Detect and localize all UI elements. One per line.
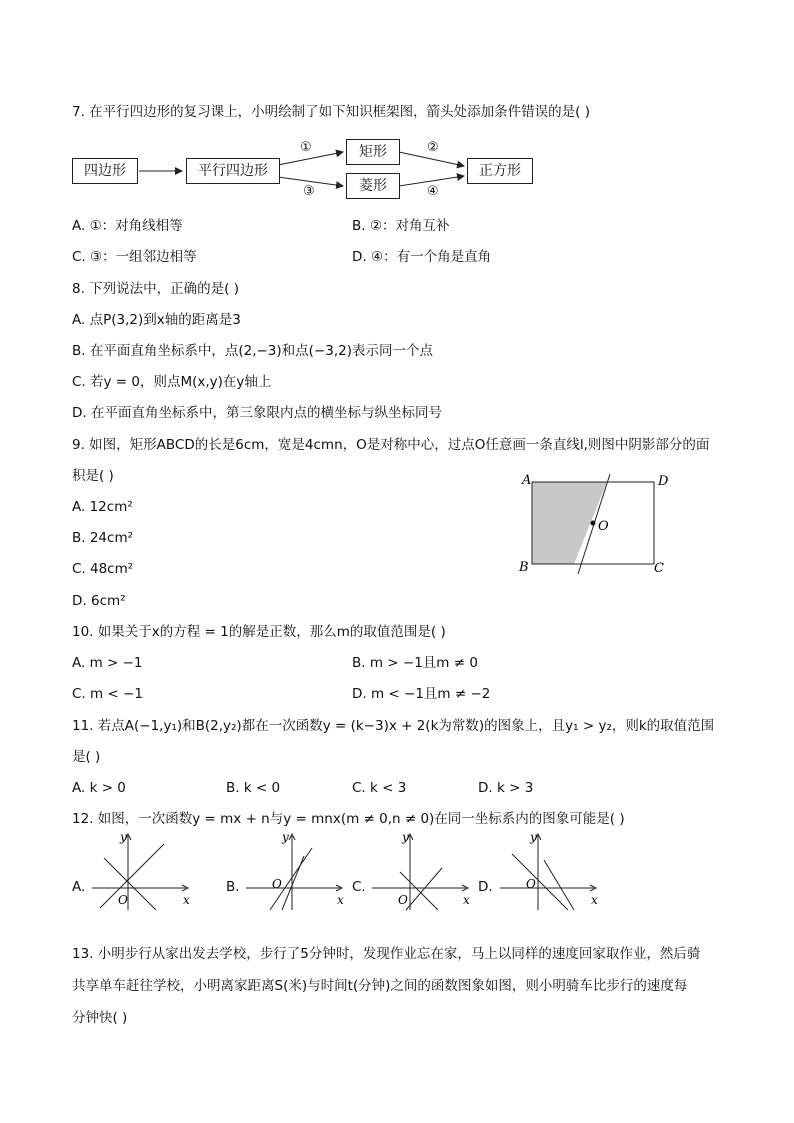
q7-option-a: A. ①：对角线相等 xyxy=(72,218,183,234)
x-label: x xyxy=(463,893,470,907)
q10-option-b: B. m > −1且m ≠ 0 xyxy=(352,655,478,671)
label-circle-2: ② xyxy=(427,140,439,155)
q7-option-b: B. ②：对角互补 xyxy=(352,218,450,234)
q12-stem: 12. 如图，一次函数y = mx + n与y = mnx(m ≠ 0,n ≠ 0)在同一坐标系内的图象可能是( ) xyxy=(72,811,625,827)
line-2 xyxy=(104,858,156,910)
q11-option-d: D. k > 3 xyxy=(478,780,534,796)
q11-option-a: A. k > 0 xyxy=(72,780,126,796)
box-quadrilateral: 四边形 xyxy=(72,158,138,184)
q8-option-b: B. 在平面直角坐标系中，点(2,−3)和点(−3,2)表示同一个点 xyxy=(72,343,433,359)
label-circle-3: ③ xyxy=(303,184,315,199)
q9-stem-line1: 9. 如图，矩形ABCD的长是6cm，宽是4cmn，O是对称中心，过点O任意画一条直线l,则图中阴影部分的面 xyxy=(72,437,710,453)
q9-stem-line2: 积是( ) xyxy=(72,468,114,484)
q13-stem-line2: 共享单车赶往学校，小明离家距离S(米)与时间t(分钟)之间的函数图象如图，则小明骑车比步行的速度每 xyxy=(72,978,688,994)
q9-option-a: A. 12cm² xyxy=(72,499,133,515)
center-point-o xyxy=(591,521,596,526)
box-square: 正方形 xyxy=(467,158,533,184)
y-label: y xyxy=(282,830,289,844)
label-circle-4: ④ xyxy=(427,184,439,199)
q10-option-c: C. m < −1 xyxy=(72,686,143,702)
origin-label: O xyxy=(272,877,282,891)
q12-graph-c xyxy=(366,830,476,912)
q8-stem: 8. 下列说法中，正确的是( ) xyxy=(72,281,239,297)
x-label: x xyxy=(337,893,344,907)
q9-option-c: C. 48cm² xyxy=(72,561,134,577)
q7-option-c: C. ③：一组邻边相等 xyxy=(72,249,197,265)
line-1 xyxy=(100,844,164,908)
label-o: O xyxy=(598,519,609,534)
q12-label-a: A. xyxy=(72,879,86,895)
x-label: x xyxy=(183,893,190,907)
q8-option-d: D. 在平面直角坐标系中，第三象限内点的横坐标与纵坐标同号 xyxy=(72,405,442,421)
q12-label-b: B. xyxy=(226,879,240,895)
label-d: D xyxy=(658,474,669,489)
q11-option-c: C. k < 3 xyxy=(352,780,407,796)
box-rhombus: 菱形 xyxy=(346,173,400,199)
y-label: y xyxy=(402,830,409,844)
q12-graph-d xyxy=(494,830,604,912)
origin-label: O xyxy=(526,877,536,891)
q11-stem-line2: 是( ) xyxy=(72,749,101,765)
box-rectangle: 矩形 xyxy=(346,139,400,165)
y-label: y xyxy=(530,830,537,844)
line-2 xyxy=(282,856,304,910)
q12-graph-b xyxy=(240,830,350,912)
origin-label: O xyxy=(118,893,128,907)
q11-option-b: B. k < 0 xyxy=(226,780,281,796)
q9-rectangle-figure xyxy=(512,470,672,582)
q7-stem: 7. 在平行四边形的复习课上，小明绘制了如下知识框架图，箭头处添加条件错误的是( ) xyxy=(72,104,590,120)
q12-label-d: D. xyxy=(478,879,493,895)
q8-option-c: C. 若y = 0，则点M(x,y)在y轴上 xyxy=(72,374,272,390)
shaded-region xyxy=(532,482,607,564)
x-label: x xyxy=(591,893,598,907)
q10-stem: 10. 如果关于x的方程 = 1的解是正数，那么m的取值范围是( ) xyxy=(72,624,446,640)
q12-graph-a xyxy=(86,830,196,912)
q13-stem-line1: 13. 小明步行从家出发去学校，步行了5分钟时，发现作业忘在家，马上以同样的速度回家取作业，然后骑 xyxy=(72,946,701,962)
label-circle-1: ① xyxy=(300,140,312,155)
origin-label: O xyxy=(398,893,408,907)
q13-stem-line3: 分钟快( ) xyxy=(72,1010,128,1026)
label-c: C xyxy=(654,561,664,576)
q7-option-d: D. ④：有一个角是直角 xyxy=(352,249,492,265)
box-parallelogram: 平行四边形 xyxy=(186,158,280,184)
line-2 xyxy=(406,868,442,910)
q9-option-d: D. 6cm² xyxy=(72,593,126,609)
label-b: B xyxy=(519,560,529,575)
line-1 xyxy=(512,854,568,910)
q10-option-a: A. m > −1 xyxy=(72,655,143,671)
q10-option-d: D. m < −1且m ≠ −2 xyxy=(352,686,491,702)
q9-option-b: B. 24cm² xyxy=(72,530,134,546)
q12-label-c: C. xyxy=(352,879,366,895)
y-label: y xyxy=(120,830,127,844)
line-2 xyxy=(544,860,574,910)
q8-option-a: A. 点P(3,2)到x轴的距离是3 xyxy=(72,312,241,328)
q11-stem-line1: 11. 若点A(−1,y₁)和B(2,y₂)都在一次函数y = (k−3)x + 2(k为常数)的图象上，且y₁ > y₂，则k的取值范围 xyxy=(72,718,715,734)
label-a: A xyxy=(522,473,532,488)
